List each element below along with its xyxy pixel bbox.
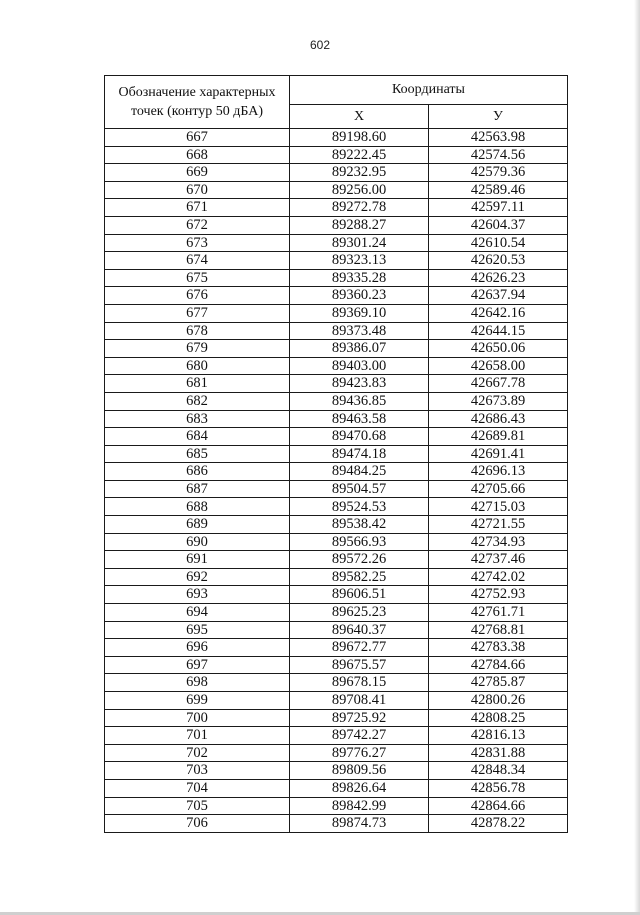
x-coordinate-cell: 89582.25 [290,568,429,586]
x-coordinate-cell: 89874.73 [290,815,429,833]
y-coordinate-cell: 42579.36 [429,164,568,182]
table-row [105,533,568,551]
table-row [105,146,568,164]
point-id-cell: 693 [105,586,290,604]
table-row [105,252,568,270]
table-row [105,762,568,780]
x-coordinate-cell: 89301.24 [290,234,429,252]
table-row [105,428,568,446]
x-coordinate-cell: 89403.00 [290,357,429,375]
table-row [105,199,568,217]
table-row [105,779,568,797]
y-coordinate-cell: 42689.81 [429,428,568,446]
table-row [105,639,568,657]
y-coordinate-cell: 42667.78 [429,375,568,393]
x-coordinate-cell: 89708.41 [290,692,429,710]
x-coordinate-cell: 89504.57 [290,480,429,498]
x-coordinate-cell: 89725.92 [290,709,429,727]
y-coordinate-cell: 42785.87 [429,674,568,692]
x-coordinate-cell: 89809.56 [290,762,429,780]
y-coordinate-cell: 42658.00 [429,357,568,375]
x-coordinate-cell: 89566.93 [290,533,429,551]
point-id-cell: 670 [105,181,290,199]
x-coordinate-cell: 89675.57 [290,656,429,674]
x-coordinate-cell: 89423.83 [290,375,429,393]
x-coordinate-cell: 89672.77 [290,639,429,657]
y-coordinate-cell: 42768.81 [429,621,568,639]
point-id-cell: 682 [105,392,290,410]
x-coordinate-cell: 89606.51 [290,586,429,604]
y-coordinate-cell: 42589.46 [429,181,568,199]
point-id-cell: 675 [105,269,290,287]
table-row [105,604,568,622]
point-id-cell: 694 [105,604,290,622]
x-coordinate-cell: 89842.99 [290,797,429,815]
x-coordinate-cell: 89625.23 [290,604,429,622]
y-coordinate-cell: 42848.34 [429,762,568,780]
point-id-cell: 686 [105,463,290,481]
x-coordinate-cell: 89373.48 [290,322,429,340]
table-row [105,304,568,322]
x-coordinate-cell: 89369.10 [290,304,429,322]
table-row [105,357,568,375]
point-id-cell: 697 [105,656,290,674]
point-id-cell: 704 [105,779,290,797]
y-coordinate-cell: 42637.94 [429,287,568,305]
point-id-cell: 669 [105,164,290,182]
point-id-cell: 689 [105,516,290,534]
table-header [105,76,568,129]
x-coordinate-cell: 89335.28 [290,269,429,287]
x-coordinate-cell: 89470.68 [290,428,429,446]
y-column-header: У [429,105,568,129]
point-id-cell: 668 [105,146,290,164]
point-id-cell: 705 [105,797,290,815]
point-id-cell: 667 [105,129,290,147]
table-row [105,621,568,639]
point-id-cell: 673 [105,234,290,252]
table-row [105,445,568,463]
point-id-cell: 691 [105,551,290,569]
x-column-header: Х [290,105,429,129]
point-id-cell: 680 [105,357,290,375]
table-row [105,586,568,604]
y-coordinate-cell: 42721.55 [429,516,568,534]
y-coordinate-cell: 42574.56 [429,146,568,164]
y-coordinate-cell: 42878.22 [429,815,568,833]
x-coordinate-cell: 89272.78 [290,199,429,217]
x-coordinate-cell: 89572.26 [290,551,429,569]
x-coordinate-cell: 89323.13 [290,252,429,270]
y-coordinate-cell: 42752.93 [429,586,568,604]
x-coordinate-cell: 89640.37 [290,621,429,639]
table-row [105,340,568,358]
table-row [105,375,568,393]
y-coordinate-cell: 42808.25 [429,709,568,727]
y-coordinate-cell: 42650.06 [429,340,568,358]
x-coordinate-cell: 89222.45 [290,146,429,164]
y-coordinate-cell: 42705.66 [429,480,568,498]
table-row [105,815,568,833]
y-coordinate-cell: 42691.41 [429,445,568,463]
x-coordinate-cell: 89776.27 [290,744,429,762]
point-id-cell: 681 [105,375,290,393]
y-coordinate-cell: 42856.78 [429,779,568,797]
y-coordinate-cell: 42686.43 [429,410,568,428]
table-row [105,322,568,340]
y-coordinate-cell: 42597.11 [429,199,568,217]
coordinates-header: Координаты [290,76,568,105]
coordinates-table [104,75,568,833]
point-designation-header: Обозначение характерных точек (контур 50 дБА) [105,76,290,129]
table-row [105,410,568,428]
x-coordinate-cell: 89256.00 [290,181,429,199]
y-coordinate-cell: 42734.93 [429,533,568,551]
y-coordinate-cell: 42673.89 [429,392,568,410]
table-row [105,129,568,147]
y-coordinate-cell: 42737.46 [429,551,568,569]
y-coordinate-cell: 42642.16 [429,304,568,322]
x-coordinate-cell: 89678.15 [290,674,429,692]
table-row [105,480,568,498]
y-coordinate-cell: 42864.66 [429,797,568,815]
x-coordinate-cell: 89386.07 [290,340,429,358]
x-coordinate-cell: 89484.25 [290,463,429,481]
table-row [105,216,568,234]
y-coordinate-cell: 42742.02 [429,568,568,586]
x-coordinate-cell: 89742.27 [290,727,429,745]
table-row [105,269,568,287]
y-coordinate-cell: 42626.23 [429,269,568,287]
x-coordinate-cell: 89463.58 [290,410,429,428]
table-row [105,164,568,182]
point-id-cell: 706 [105,815,290,833]
y-coordinate-cell: 42831.88 [429,744,568,762]
table-row [105,234,568,252]
point-id-cell: 685 [105,445,290,463]
x-coordinate-cell: 89474.18 [290,445,429,463]
table-row [105,392,568,410]
point-id-cell: 676 [105,287,290,305]
point-id-cell: 677 [105,304,290,322]
point-id-cell: 684 [105,428,290,446]
point-id-cell: 671 [105,199,290,217]
y-coordinate-cell: 42696.13 [429,463,568,481]
point-id-cell: 695 [105,621,290,639]
x-coordinate-cell: 89538.42 [290,516,429,534]
point-id-cell: 701 [105,727,290,745]
table-row [105,744,568,762]
table-row [105,656,568,674]
point-id-cell: 688 [105,498,290,516]
table-row [105,181,568,199]
x-coordinate-cell: 89198.60 [290,129,429,147]
point-id-cell: 696 [105,639,290,657]
y-coordinate-cell: 42784.66 [429,656,568,674]
table-row [105,797,568,815]
point-id-cell: 699 [105,692,290,710]
header-row-top [105,76,568,105]
table-row [105,568,568,586]
point-id-cell: 674 [105,252,290,270]
point-id-cell: 698 [105,674,290,692]
x-coordinate-cell: 89288.27 [290,216,429,234]
x-coordinate-cell: 89826.64 [290,779,429,797]
point-id-cell: 690 [105,533,290,551]
point-id-cell: 703 [105,762,290,780]
page-number: 602 [309,38,331,52]
point-id-cell: 692 [105,568,290,586]
y-coordinate-cell: 42644.15 [429,322,568,340]
table-row [105,287,568,305]
table-row [105,463,568,481]
table-row [105,709,568,727]
table-row [105,516,568,534]
point-id-cell: 683 [105,410,290,428]
x-coordinate-cell: 89524.53 [290,498,429,516]
table-body [105,129,568,833]
table-row [105,727,568,745]
y-coordinate-cell: 42610.54 [429,234,568,252]
point-id-cell: 672 [105,216,290,234]
y-coordinate-cell: 42604.37 [429,216,568,234]
y-coordinate-cell: 42761.71 [429,604,568,622]
table-row [105,674,568,692]
point-id-cell: 687 [105,480,290,498]
x-coordinate-cell: 89232.95 [290,164,429,182]
y-coordinate-cell: 42620.53 [429,252,568,270]
y-coordinate-cell: 42816.13 [429,727,568,745]
table-row [105,498,568,516]
x-coordinate-cell: 89360.23 [290,287,429,305]
point-id-cell: 679 [105,340,290,358]
y-coordinate-cell: 42715.03 [429,498,568,516]
y-coordinate-cell: 42563.98 [429,129,568,147]
x-coordinate-cell: 89436.85 [290,392,429,410]
y-coordinate-cell: 42800.26 [429,692,568,710]
y-coordinate-cell: 42783.38 [429,639,568,657]
point-id-cell: 700 [105,709,290,727]
table-row [105,692,568,710]
point-id-cell: 702 [105,744,290,762]
table-row [105,551,568,569]
page-edge-shadow [634,0,640,915]
point-id-cell: 678 [105,322,290,340]
